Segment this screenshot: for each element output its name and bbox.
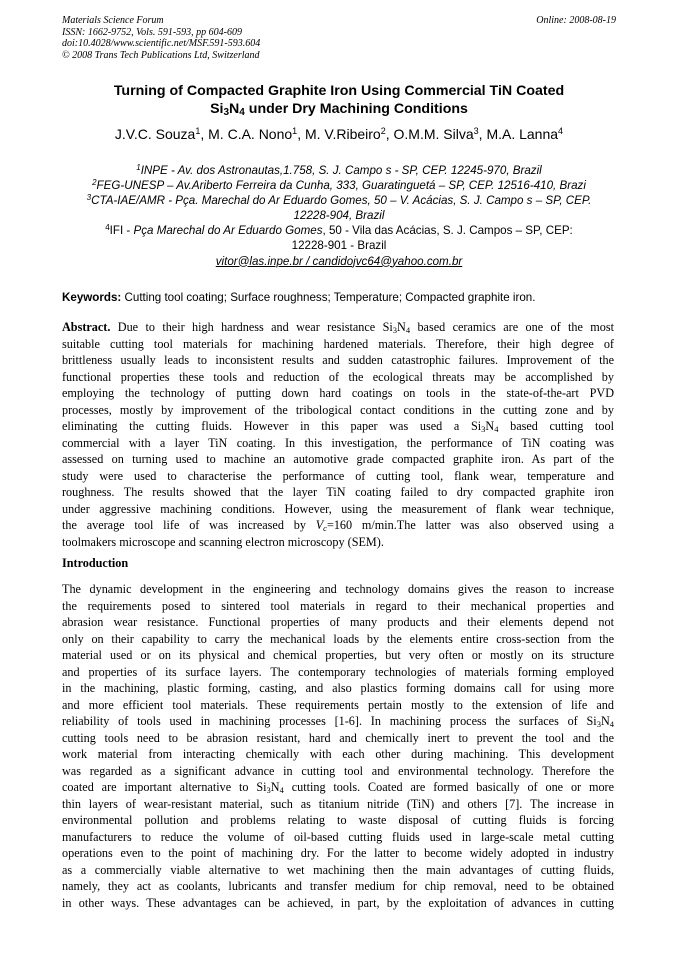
affiliation-1: $^1$INPE - Av. dos Astronautas,1.758, S. J. Campo s - SP, CEP. 12245-970, Brazil [136,163,542,177]
abstract-line: brittleness usually leads to inconsistent results and sudden catastrophic failures. Improvement of the [62,353,614,367]
abstract-label: Abstract. [62,320,111,334]
journal-header [62,15,260,61]
affiliation-4-cont: 12228-901 - Brazil [291,239,387,253]
title-line-1: Turning of Compacted Graphite Iron Using Commercial TiN Coated [113,83,565,99]
abstract-line: suitable cutting tool materials for machining hardened materials. Therefore, their high degree of [62,336,614,351]
abstract-line: functional properties these tools and reduction of the ecological threats may be accomplished by [62,369,614,384]
body-line: was regarded as a significant advance in cutting tool and environmental technology. Therefore the [62,763,614,778]
introduction-body [62,581,614,911]
author: O.M.M. Silva$^3$, [393,126,487,142]
body-line: and more efficient tool materials. These requirements pertain mostly to the extension of life and [62,697,614,712]
body-line: environmental pollution and problems relating to waste disposal of cutting fluids is forcing [62,813,614,827]
body-line: cutting tools need to be abrasion resistant, hard and chemically inert to prevent the tool and the [62,730,614,745]
body-line: manufacturers to reduce the volume of oil-based cutting fluids used in large-scale metal cutting [62,829,614,844]
body-line: in the machining, plastic forming, casting, and also plastics forming domains call for using more [62,681,614,695]
body-line: material used or on its physical and chemical properties, but very often or mostly on its structure [62,648,614,662]
copyright: © 2008 Trans Tech Publications Ltd, Switzerland [62,49,260,61]
body-line: in other ways. These advantages can be achieved, in part, by the exploitation of advances in cutting [62,895,614,910]
abstract-line: under aggressive machining conditions. However, using the measurement of flank wear technique, [62,501,614,516]
body-line: coated are important alternative to $Si_3N_4$ cutting tools. Coated are formed basically of one or more [62,780,615,795]
keywords [62,291,622,305]
author: M.A. Lanna$^4$ [486,126,564,142]
doi: doi:10.4028/www.scientific.net/MSF.591-593.604 [62,38,261,49]
body-line: namely, they act as coolants, lubricants and transfer medium for chip removal, need to be obtained [62,879,614,893]
affiliations [40,163,638,269]
title-line-2: $Si_3N_4$ under Dry Machining Conditions [210,101,468,118]
email-link[interactable]: vitor@las.inpe.br / candidojvc64@yahoo.com.br [215,254,463,268]
abstract-line: toolmakers microscope and scanning electron microscopy (SEM). [62,534,384,549]
abstract-line: processes, mostly by improvement of the tribological contact conditions in the cutting zone and by [62,402,614,417]
keywords-label: Keywords: [62,291,122,304]
body-line: The dynamic development in the engineering and technology domains gives the reason to increase [62,582,614,596]
abstract-line: Abstract. Due to their high hardness and wear resistance $Si_3N_4$ based ceramics are one of the most [62,320,614,335]
affiliation-4: $^4$IFI - Pça Marechal do Ar Eduardo Gomes, 50 - Vila das Acácias, S. J. Campos – SP, CEP: [105,223,573,238]
abstract-line: roughness. The results showed that the layer TiN coating failed to dry compacted graphite iron [62,485,614,499]
body-line: work material from interacting chemically with each other during machining. This development [62,747,614,761]
body-line: only on their capability to carry the mechanical loads by the elements entire cross-section from the [62,631,614,646]
affiliation-3: $^3$CTA-IAE/AMR - Pça. Marechal do Ar Eduardo Gomes, 50 – V. Acácias, S. J. Campo s – SP, CEP. [86,193,592,208]
issn: ISSN: 1662-9752, Vols. 591-593, pp 604-609 [62,26,242,38]
body-line: reliability of tools used in machining processes [1-6]. In machining process the surfaces of $Si_3N_4$ [62,714,614,729]
keywords-text: Cutting tool coating; Surface roughness; Temperature; Compacted graphite iron. [121,291,536,304]
body-line: and properties of its surface layers. The contemporary technologies of materials forming employed [62,664,614,679]
journal-name: Materials Science Forum [62,15,164,26]
abstract-line: commercial with a layer TiN coating. In this investigation, the performance of TiN coating was [62,435,614,450]
body-line: operations even to the point of machining dry. For the latter to become widely adopted in industry [62,846,614,860]
author: J.V.C. Souza$^1$, [114,126,209,142]
paper-title [62,82,616,118]
author: M. V.Ribeiro$^2$, [304,126,394,142]
affiliation-2: $^2$FEG-UNESP – Av.Ariberto Ferreira da Cunha, 333, Guaratinguetá – SP, CEP. 12516-410, Brazi [92,178,586,193]
abstract-line: study were used to characterise the performance of cutting tool, flank wear, temperature and [62,468,614,483]
abstract-line: employing the technology of putting down hard coatings on tools in the state-of-the-art PVD [62,386,614,400]
abstract [62,319,614,550]
body-line: thin layers of wear-resistant material, such as titanium nitride (TiN) and others [7]. The increase in [62,796,614,811]
body-line: as a commercially viable alternative to wet machining then the main advantages of cutting fluids, [62,862,614,877]
author: M. C.A. Nono$^1$, [208,126,305,142]
abstract-line: the average tool life of was increased by $V_c=160$ m/min.The latter was also observed using a [62,518,614,533]
abstract-line: assessed on turning used to machine an automotive grade compacted graphite iron. As part of the [62,452,614,466]
body-line: the requirements posed to sintered tool materials in regard to their mechanical properties and [62,598,614,613]
author-list [40,125,638,143]
affiliation-3-cont: 12228-904, Brazil [293,209,385,223]
body-line: abrasion wear resistance. Functional properties of many products and their elements depend not [62,615,614,629]
introduction-heading: Introduction [62,556,129,570]
abstract-line: eliminating the cutting fluids. However in this paper was used a $Si_3N_4$ based cutting tool [62,419,615,434]
online-date: Online: 2008-08-19 [536,15,616,26]
